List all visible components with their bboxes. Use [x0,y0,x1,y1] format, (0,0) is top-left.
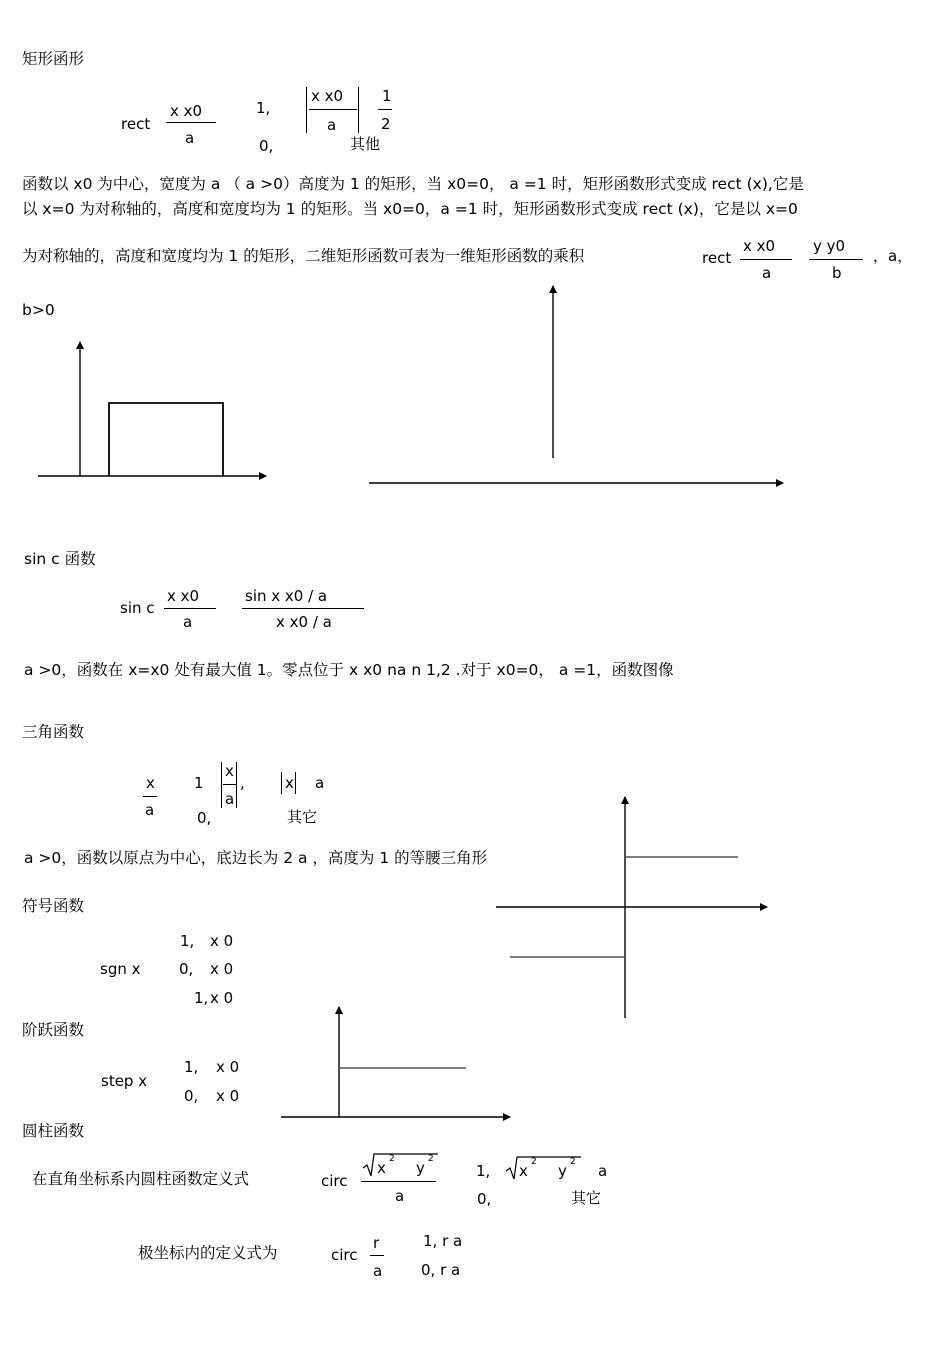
circ-x-exp: 2 [389,1154,395,1164]
sgn-row1-cond: x 0 [210,932,234,950]
rect-desc-line2: 以 x=0 为对称轴的，高度和宽度均为 1 的矩形。当 x0=0，a =1 时，矩形函数形式变成 rect (x)，它是以 x=0 [22,200,798,218]
circ-y: y [416,1159,425,1177]
circ-zero: 0, [477,1190,492,1208]
circ-fn-name: circ [321,1172,348,1190]
tri-other: 其它 [287,808,318,826]
product-num-x: x x0 [743,237,776,255]
sinc-den: a [183,613,193,631]
rect-desc-line3: 为对称轴的，高度和宽度均为 1 的矩形，二维矩形函数可表为一维矩形函数的乘积 [22,247,585,265]
step-row2-val: 0, [184,1087,199,1105]
sgn-row3-val: 1, [194,989,209,1007]
rect-half-den: 2 [381,115,391,133]
rect-heading: 矩形函形 [22,50,85,68]
sgn-heading: 符号函数 [22,897,85,915]
sqrt-sign-2 [506,1157,581,1179]
rect-desc-line1: 函数以 x0 为中心，宽度为 a （ a >0）高度为 1 的矩形，当 x0=0， a =1 时，矩形函数形式变成 rect (x),它是 [22,175,804,193]
sinc-rhs-num: sin x x0 / a [245,587,328,605]
polar-row1: 1, r a [423,1232,463,1250]
rect-case2-cond: 其他 [350,135,381,153]
polar-row2: 0, r a [421,1261,461,1279]
rect-abs-num: x x0 [311,87,344,105]
product-tail: ，a， [873,247,913,265]
rect-case2-value: 0, [259,137,274,155]
tri-heading: 三角函数 [22,723,85,741]
step-fn-name: step x [101,1072,148,1090]
circ-one: 1, [476,1162,491,1180]
circ-cond-x-exp: 2 [531,1157,537,1167]
tri-comma: , [240,774,245,792]
polar-fn-name: circ [331,1246,358,1264]
rect-pulse [109,403,223,476]
empty-axes-graph [369,286,783,483]
sinc-rhs-den: x x0 / a [276,613,332,631]
polar-den: a [373,1262,383,1280]
step-row1-val: 1, [184,1058,199,1076]
sinc-desc: a >0，函数在 x=x0 处有最大值 1。零点位于 x x0 na n 1,2 .对于 x0=0， a =1，函数图像 [24,661,674,679]
rect-abs-den: a [327,116,337,134]
sinc-fn-name: sin c [120,599,155,617]
sgn-row2-cond: x 0 [210,960,234,978]
sqrt-sign-1 [363,1154,438,1176]
product-den-b: b [832,264,842,282]
step-row1-cond: x 0 [216,1058,240,1076]
rect-function-graph [38,342,266,476]
sgn-fn-name: sgn x [100,960,141,978]
polar-num: r [373,1234,380,1252]
b-condition: b>0 [22,301,55,319]
sgn-row2-val: 0, [179,960,194,978]
tri-cond-a: a [315,774,325,792]
circ-cond-y-exp: 2 [570,1157,576,1167]
tri-cond-x: x [285,774,294,792]
rect-half-num: 1 [382,87,392,105]
circ-other: 其它 [571,1189,602,1207]
sgn-function-graph [496,797,767,1018]
product-num-y: y y0 [813,237,846,255]
circ-den: a [395,1187,405,1205]
sgn-row1-val: 1, [180,932,195,950]
circ-polar-label: 极坐标内的定义式为 [138,1244,278,1262]
sgn-row3-cond: x 0 [210,989,234,1007]
circ-cond-x: x [519,1162,528,1180]
rect-num: x x0 [170,102,203,120]
step-function-graph [281,1007,510,1117]
circ-cond-a: a [598,1162,608,1180]
circ-x: x [377,1159,386,1177]
tri-desc: a >0，函数以原点为中心，底边长为 2 a ，高度为 1 的等腰三角形 [24,849,488,867]
circ-heading: 圆柱函数 [22,1122,85,1140]
tri-zero: 0, [197,809,212,827]
rect-product-name: rect [702,249,732,267]
tri-lhs-num: x [146,774,155,792]
circ-cart-label: 在直角坐标系内圆柱函数定义式 [32,1170,250,1188]
tri-lhs-den: a [145,801,155,819]
rect-case1-value: 1, [256,99,271,117]
rect-den: a [185,129,195,147]
product-den-a: a [762,264,772,282]
sqrt-signs [363,1154,581,1179]
circ-cond-y: y [558,1162,567,1180]
tri-one: 1 [194,774,204,792]
step-heading: 阶跃函数 [22,1021,85,1039]
tri-abs-num: x [225,762,234,780]
sinc-num: x x0 [167,587,200,605]
tri-abs-den: a [225,790,235,808]
circ-y-exp: 2 [428,1154,434,1164]
sinc-heading: sin c 函数 [24,550,96,568]
step-row2-cond: x 0 [216,1087,240,1105]
rect-fn-name: rect [121,115,151,133]
